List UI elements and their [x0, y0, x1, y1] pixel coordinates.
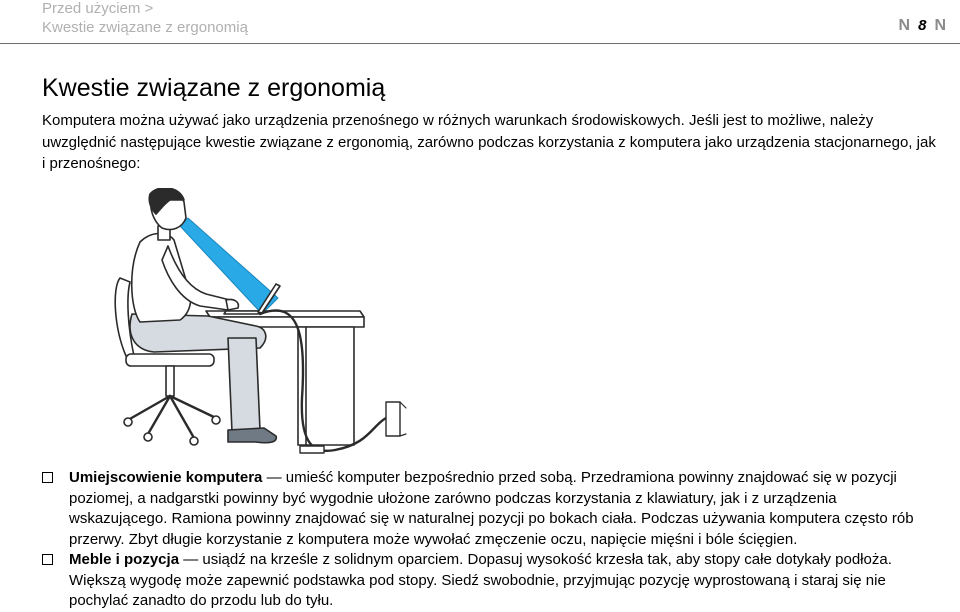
list-item-term: Umiejscowienie komputera [69, 469, 263, 486]
list-item-text: — umieść komputer bezpośrednio przed sobą. Przedramiona powinny znajdować się w pozycji poziomej, a nadgarstki powinny być wygodnie ułożone zarówno podczas korzystania z klawiatury, jak i z urządzenia wskazującego. Ramiona powinny znajdować się w naturalnej pozycji po bokach ciała. Podczas używania komputera często rób przerwy. Zbyt długie korzystanie z komputera może wywołać zmęczenie oczu, napięcie mięśni i bóle ścięgien. [69, 469, 914, 548]
list-item-text: — usiądź na krześle z solidnym oparciem. Dopasuj wysokość krzesła tak, aby stopy całe dotykały podłoża. Większą wygodę może zapewnić podstawka pod stopy. Siedź swobodnie, przyjmując pozycję wyprostowaną i staraj się nie pochylać zanadto do przodu lub do tyłu. [69, 551, 892, 609]
intro-paragraph: Komputera można używać jako urządzenia przenośnego w różnych warunkach środowiskowych. Jeśli jest to możliwe, należy uwzględnić następujące kwestie związane z ergonomią, zarówno podczas korzystania z komputera jako urządzenia stacjonarnego, jak i przenośnego: [42, 112, 936, 172]
list-item-term: Meble i pozycja [69, 551, 180, 568]
next-page-icon[interactable]: N [934, 17, 946, 34]
ergonomic-posture-illustration [110, 188, 420, 464]
ergonomics-list [42, 468, 932, 612]
page-navigation [899, 16, 946, 36]
header-divider [0, 43, 960, 44]
page-header [0, 0, 960, 44]
checkbox-bullet-icon [42, 554, 53, 565]
page-title: Kwestie związane z ergonomią [42, 74, 386, 102]
breadcrumb-current: Kwestie związane z ergonomią [42, 19, 248, 36]
previous-page-icon[interactable]: N [898, 17, 911, 34]
checkbox-bullet-icon [42, 472, 53, 483]
page-number: 8 [918, 17, 927, 34]
list-item [42, 468, 932, 550]
breadcrumb-parent-link[interactable]: Przed użyciem > [42, 0, 154, 17]
list-item [42, 550, 932, 612]
